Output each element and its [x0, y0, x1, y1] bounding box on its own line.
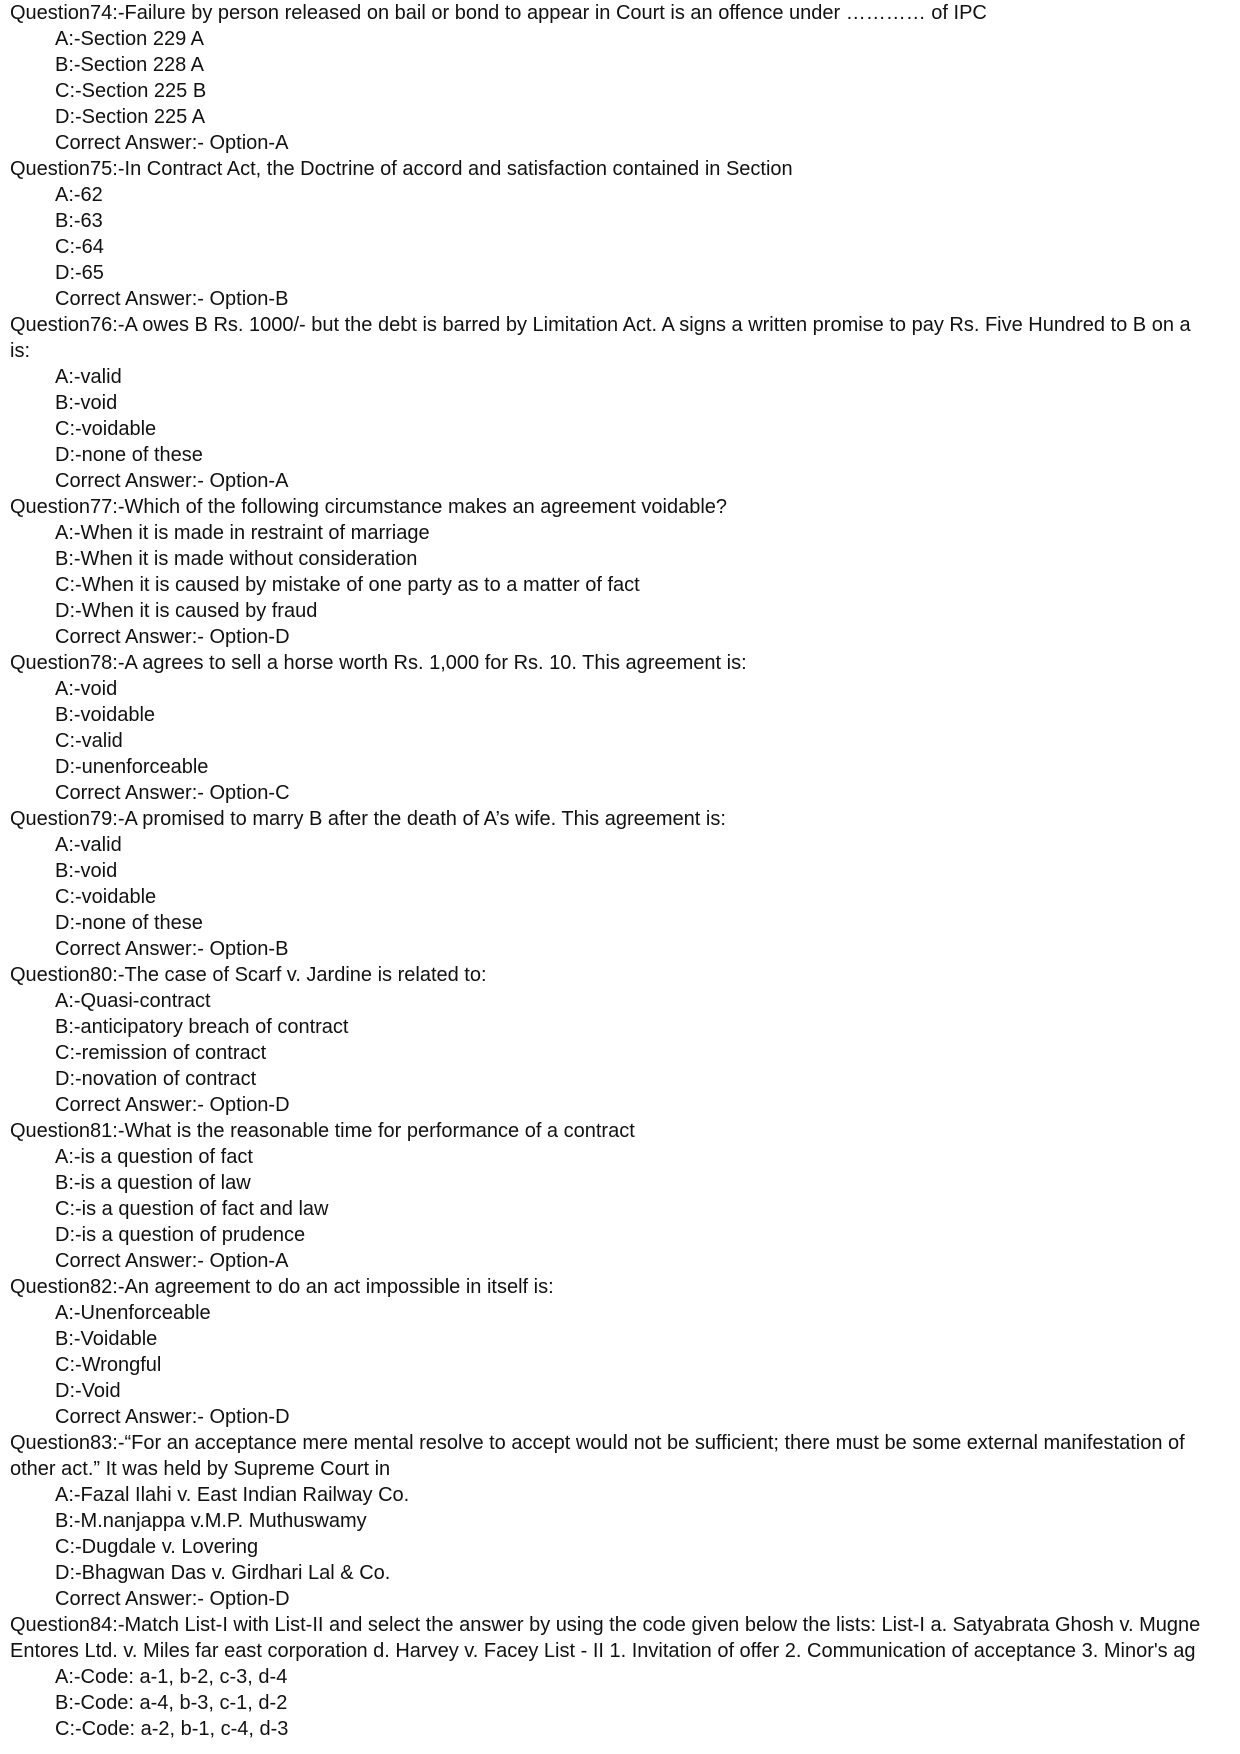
question-text [10, 1430, 1240, 1482]
question-block [10, 0, 1240, 156]
question-line: Question75:-In Contract Act, the Doctrine of accord and satisfaction contained in Section [10, 158, 793, 180]
question-line: Question81:-What is the reasonable time for performance of a contract [10, 1120, 635, 1142]
correct-answer: Correct Answer:- Option-A [55, 1250, 289, 1272]
question-text [10, 962, 1240, 988]
option-d: D:-unenforceable [55, 756, 209, 778]
question-list [10, 0, 1240, 1742]
option-d: D:-is a question of prudence [55, 1224, 306, 1246]
option-a: A:-valid [55, 834, 122, 856]
question-text [10, 650, 1240, 676]
correct-answer: Correct Answer:- Option-A [55, 470, 289, 492]
question-text [10, 1612, 1240, 1664]
question-line: is: [10, 340, 30, 362]
option-b: B:-anticipatory breach of contract [55, 1016, 349, 1038]
question-line: Question79:-A promised to marry B after the death of A’s wife. This agreement is: [10, 808, 726, 830]
correct-answer: Correct Answer:- Option-D [55, 1406, 290, 1428]
question-block [10, 156, 1240, 312]
question-line: Question80:-The case of Scarf v. Jardine is related to: [10, 964, 487, 986]
question-block [10, 962, 1240, 1118]
question-block [10, 1430, 1240, 1612]
option-b: B:-void [55, 392, 118, 414]
option-a: A:-Code: a-1, b-2, c-3, d-4 [55, 1666, 288, 1688]
option-c: C:-valid [55, 730, 123, 752]
option-b: B:-is a question of law [55, 1172, 251, 1194]
question-block [10, 1274, 1240, 1430]
question-text [10, 1118, 1240, 1144]
question-block [10, 650, 1240, 806]
option-b: B:-voidable [55, 704, 156, 726]
correct-answer: Correct Answer:- Option-B [55, 938, 289, 960]
question-line: Question84:-Match List-I with List-II and select the answer by using the code given below the lists: List-I a. Satyabrata Ghosh v. Mugne [10, 1614, 1201, 1636]
option-c: C:-remission of contract [55, 1042, 267, 1064]
question-block [10, 494, 1240, 650]
option-c: C:-When it is caused by mistake of one party as to a matter of fact [55, 574, 640, 596]
option-b: B:-Code: a-4, b-3, c-1, d-2 [55, 1692, 288, 1714]
option-d: D:-When it is caused by fraud [55, 600, 318, 622]
option-b: B:-When it is made without consideration [55, 548, 418, 570]
option-d: D:-65 [55, 262, 104, 284]
correct-answer: Correct Answer:- Option-A [55, 132, 289, 154]
option-b: B:-63 [55, 210, 103, 232]
question-line: Question82:-An agreement to do an act impossible in itself is: [10, 1276, 554, 1298]
question-text [10, 1274, 1240, 1300]
question-text [10, 0, 1240, 26]
option-c: C:-Wrongful [55, 1354, 162, 1376]
option-c: C:-Code: a-2, b-1, c-4, d-3 [55, 1718, 289, 1740]
option-c: C:-64 [55, 236, 104, 258]
question-text [10, 494, 1240, 520]
question-text [10, 156, 1240, 182]
option-d: D:-Bhagwan Das v. Girdhari Lal & Co. [55, 1562, 391, 1584]
option-d: D:-novation of contract [55, 1068, 257, 1090]
question-block [10, 1612, 1240, 1742]
correct-answer: Correct Answer:- Option-B [55, 288, 289, 310]
option-b: B:-Section 228 A [55, 54, 204, 76]
option-a: A:-Section 229 A [55, 28, 204, 50]
question-line: Question74:-Failure by person released on bail or bond to appear in Court is an offence under ………… of IPC [10, 2, 987, 24]
question-line: Question77:-Which of the following circumstance makes an agreement voidable? [10, 496, 728, 518]
option-b: B:-Voidable [55, 1328, 158, 1350]
correct-answer: Correct Answer:- Option-D [55, 626, 290, 648]
question-text [10, 806, 1240, 832]
option-c: C:-voidable [55, 886, 157, 908]
option-c: C:-Section 225 B [55, 80, 207, 102]
option-d: D:-none of these [55, 912, 203, 934]
option-d: D:-Void [55, 1380, 121, 1402]
option-c: C:-voidable [55, 418, 157, 440]
option-d: D:-none of these [55, 444, 203, 466]
option-d: D:-Section 225 A [55, 106, 206, 128]
option-a: A:-Quasi-contract [55, 990, 211, 1012]
question-block [10, 806, 1240, 962]
option-c: C:-is a question of fact and law [55, 1198, 329, 1220]
question-line: Question78:-A agrees to sell a horse worth Rs. 1,000 for Rs. 10. This agreement is: [10, 652, 747, 674]
correct-answer: Correct Answer:- Option-D [55, 1094, 290, 1116]
correct-answer: Correct Answer:- Option-C [55, 782, 290, 804]
option-a: A:-Unenforceable [55, 1302, 211, 1324]
option-a: A:-void [55, 678, 118, 700]
question-line: Question76:-A owes B Rs. 1000/- but the debt is barred by Limitation Act. A signs a written promise to pay Rs. Five Hundred to B on a [10, 314, 1191, 336]
option-b: B:-void [55, 860, 118, 882]
option-b: B:-M.nanjappa v.M.P. Muthuswamy [55, 1510, 367, 1532]
question-line: other act.” It was held by Supreme Court in [10, 1458, 391, 1480]
question-block [10, 1118, 1240, 1274]
correct-answer: Correct Answer:- Option-D [55, 1588, 290, 1610]
option-a: A:-is a question of fact [55, 1146, 253, 1168]
option-a: A:-62 [55, 184, 103, 206]
option-a: A:-When it is made in restraint of marriage [55, 522, 430, 544]
question-block [10, 312, 1240, 494]
question-text [10, 312, 1240, 364]
question-line: Entores Ltd. v. Miles far east corporation d. Harvey v. Facey List - II 1. Invitation of offer 2. Communication of acceptance 3. Minor's ag [10, 1640, 1196, 1662]
option-a: A:-Fazal Ilahi v. East Indian Railway Co. [55, 1484, 410, 1506]
option-c: C:-Dugdale v. Lovering [55, 1536, 259, 1558]
option-a: A:-valid [55, 366, 122, 388]
question-line: Question83:-“For an acceptance mere mental resolve to accept would not be sufficient; there must be some external manifestation of [10, 1432, 1185, 1454]
